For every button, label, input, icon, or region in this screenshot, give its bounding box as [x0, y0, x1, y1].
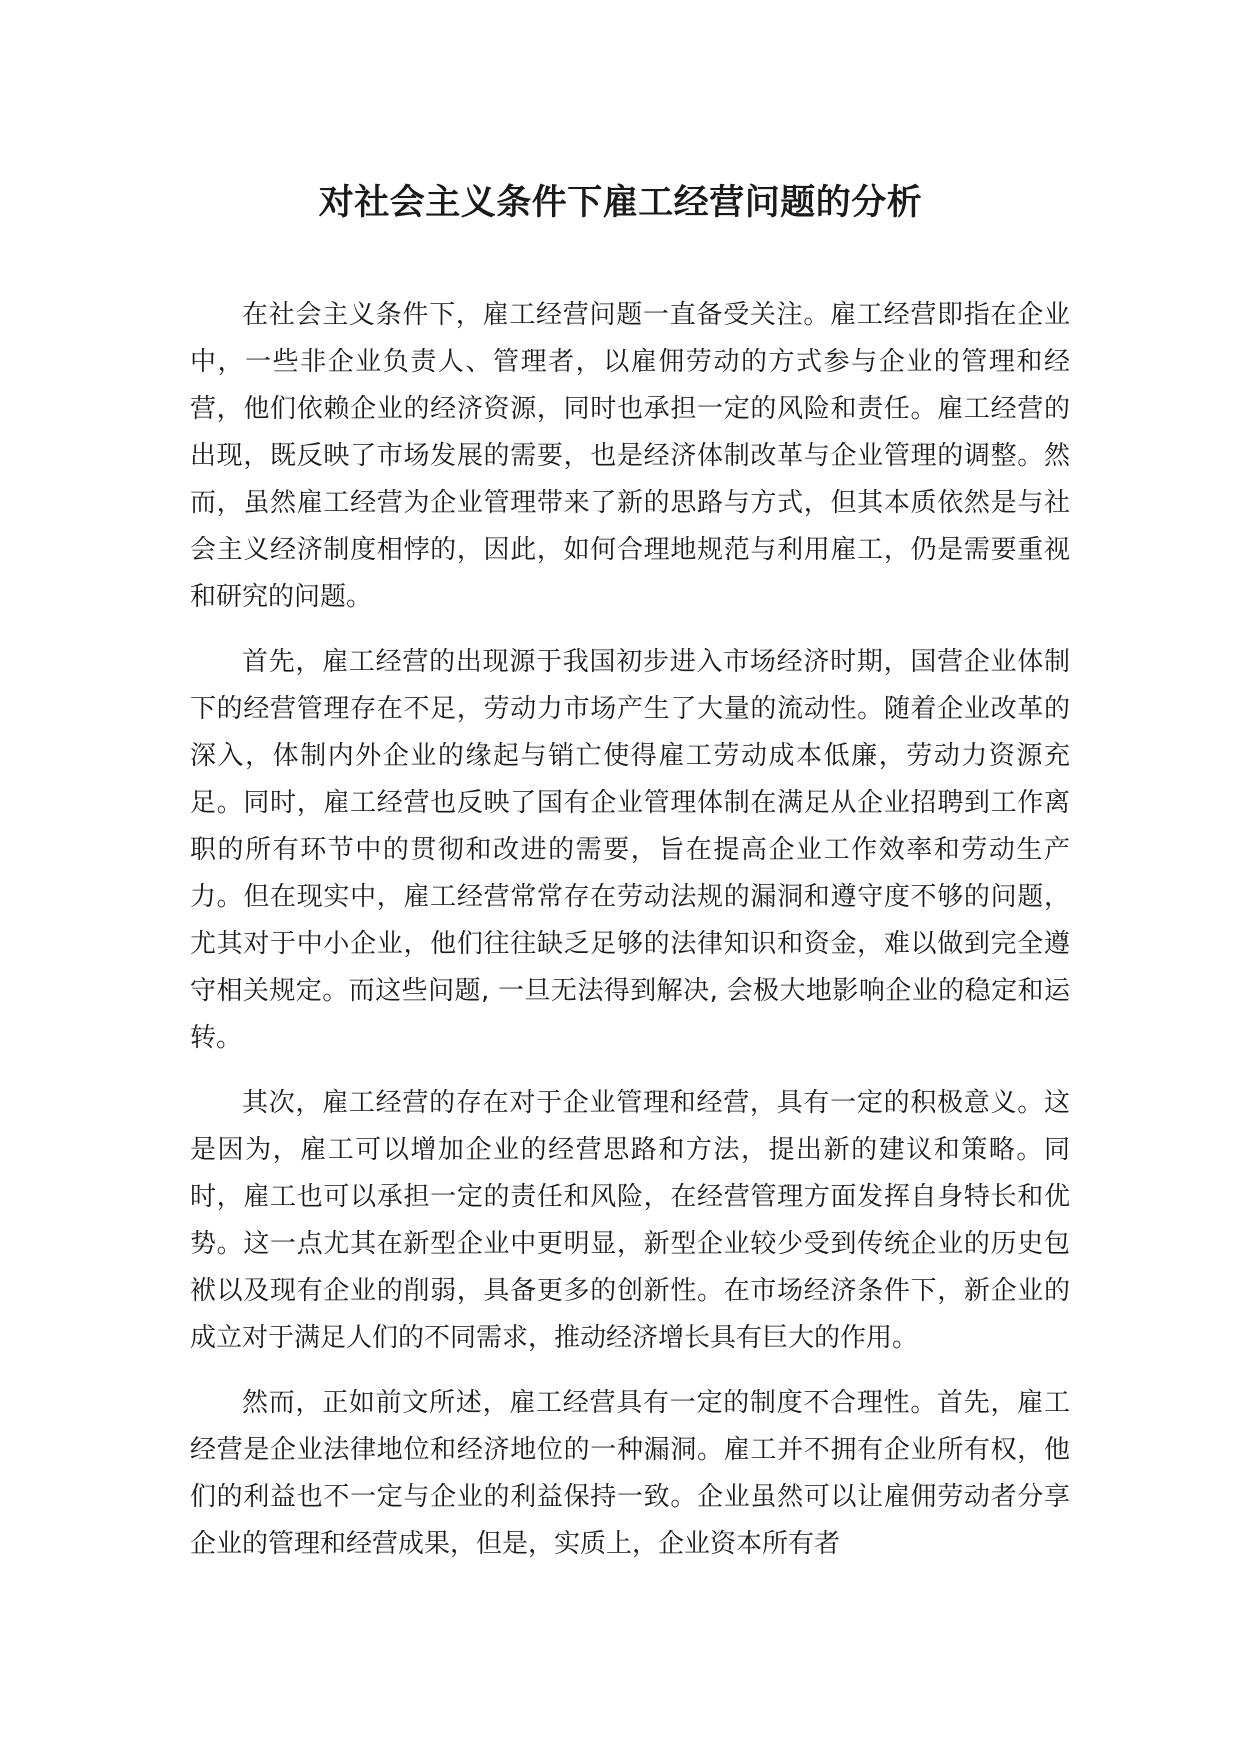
- document-body: [190, 292, 1070, 1586]
- paragraph-3: 其次，雇工经营的存在对于企业管理和经营，具有一定的积极意义。这是因为，雇工可以增加企业的经营思路和方法，提出新的建议和策略。同时，雇工也可以承担一定的责任和风险，在经营管理方面发挥自身特长和优势。这一点尤其在新型企业中更明显，新型企业较少受到传统企业的历史包袱以及现有企业的削弱，具备更多的创新性。在市场经济条件下，新企业的成立对于满足人们的不同需求，推动经济增长具有巨大的作用。: [190, 1088, 1070, 1353]
- paragraph-4: 然而，正如前文所述，雇工经营具有一定的制度不合理性。首先，雇工经营是企业法律地位和经济地位的一种漏洞。雇工并不拥有企业所有权，他们的利益也不一定与企业的利益保持一致。企业虽然可以让雇佣劳动者分享企业的管理和经营成果，但是，实质上，企业资本所有者: [190, 1388, 1070, 1559]
- document-title: 对社会主义条件下雇工经营问题的分析: [318, 183, 923, 223]
- paragraph-1: 在社会主义条件下，雇工经营问题一直备受关注。雇工经营即指在企业中，一些非企业负责人、管理者，以雇佣劳动的方式参与企业的管理和经营，他们依赖企业的经济资源，同时也承担一定的风险和责任。雇工经营的出现，既反映了市场发展的需要，也是经济体制改革与企业管理的调整。然而，虽然雇工经营为企业管理带来了新的思路与方式，但其本质依然是与社会主义经济制度相悖的，因此，如何合理地规范与利用雇工，仍是需要重视和研究的问题。: [190, 300, 1070, 612]
- paragraph-2: 首先，雇工经营的出现源于我国初步进入市场经济时期，国营企业体制下的经营管理存在不足，劳动力市场产生了大量的流动性。随着企业改革的深入，体制内外企业的缘起与销亡使得雇工劳动成本低廉，劳动力资源充足。同时，雇工经营也反映了国有企业管理体制在满足从企业招聘到工作离职的所有环节中的贯彻和改进的需要，旨在提高企业工作效率和劳动生产力。但在现实中，雇工经营常常存在劳动法规的漏洞和遵守度不够的问题，尤其对于中小企业，他们往往缺乏足够的法律知识和资金，难以做到完全遵守相关规定。而这些问题, 一旦无法得到解决, 会极大地影响企业的稳定和运转。: [190, 647, 1070, 1053]
